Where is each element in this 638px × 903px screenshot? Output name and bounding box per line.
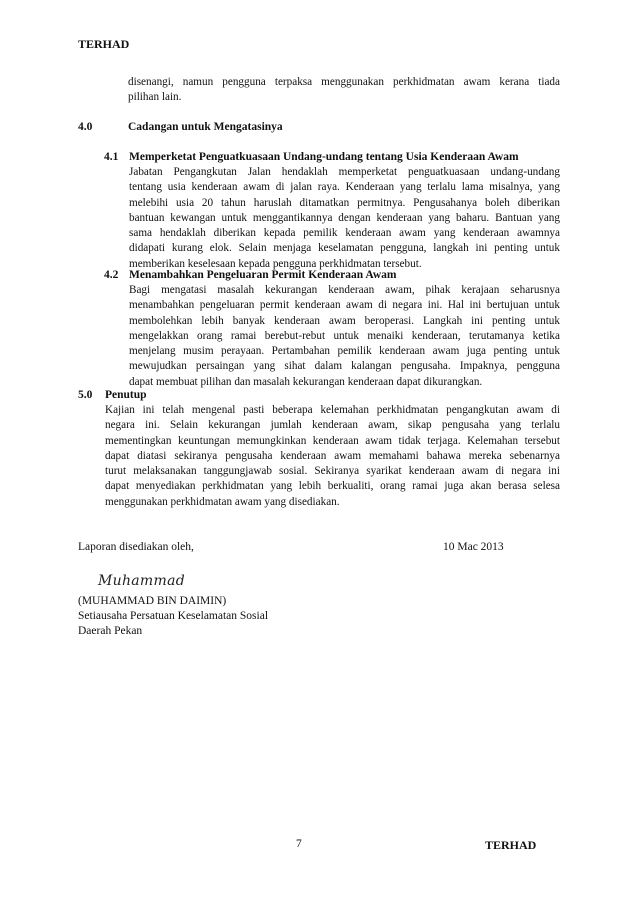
section-5-paragraph (105, 403, 560, 510)
intro-line: pilihan lain. (128, 91, 182, 104)
paragraph-line: mementingkan keuntungan memungkinkan kenderaan awam tidak terjaga. Kelemahan tersebut (105, 434, 560, 447)
prepared-by-label: Laporan disediakan oleh, (78, 541, 194, 553)
paragraph-line: menjelang musim perayaan. Pertambahan pemilik kenderaan awam juga penting untuk (129, 345, 560, 358)
signatory-name: (MUHAMMAD BIN DAIMIN) (78, 595, 227, 607)
section-4-number: 4.0 (78, 121, 93, 133)
intro-paragraph (128, 75, 560, 106)
paragraph-line: didapati kurang elok. Selain menjaga keselamatan pengguna, langkah ini penting untuk (129, 242, 560, 255)
section-4-heading (78, 121, 283, 133)
paragraph-line: dapat menyediakan perkhidmatan yang lebih berkualiti, orang ramai juga akan berasa selesa (105, 480, 560, 493)
handwritten-signature: Muhammad (98, 573, 185, 589)
paragraph-line: bantuan kewangan untuk menggantikannya dengan kenderaan yang baharu. Bantuan yang (129, 211, 560, 224)
subsection-4-2-title: Menambahkan Pengeluaran Permit Kenderaan Awam (129, 269, 397, 281)
paragraph-line: mengelakkan orang ramai berebut-rebut untuk menaiki kenderaan, terutamanya ketika (129, 329, 560, 342)
page-number: 7 (296, 838, 302, 850)
signatory-location: Daerah Pekan (78, 625, 143, 637)
paragraph-line: Bagi mengatasi masalah kekurangan kenderaan awam, pihak kerajaan seharusnya (129, 284, 560, 296)
paragraph-line: mewujudkan persaingan yang sihat dalam kalangan pengusaha. Impaknya, pengguna (129, 360, 560, 373)
section-5-heading (78, 389, 147, 401)
paragraph-line: Jabatan Pengangkutan Jalan hendaklah memperketat penguatkuasaan undang-undang (129, 166, 560, 178)
paragraph-line: tentang usia kenderaan awam di jalan raya. Kenderaan yang terlalu lama misalnya, yang (129, 181, 560, 194)
report-date: 10 Mac 2013 (443, 541, 504, 553)
paragraph-line: sama hendaklah diberikan kepada pemilik kenderaan awam yang kenderaan awamnya (129, 227, 560, 240)
subsection-4-1-number: 4.1 (104, 151, 119, 163)
paragraph-line: menambahkan pengeluaran permit kenderaan awam di negara ini. Hal ini bertujuan untuk (129, 299, 560, 312)
section-5-number: 5.0 (78, 389, 93, 401)
paragraph-line: dapat membuat pilihan dan masalah kekurangan kenderaan dapat dikurangkan. (129, 375, 483, 388)
header-classification: TERHAD (78, 37, 130, 51)
section-4-title: Cadangan untuk Mengatasinya (128, 121, 283, 133)
subsection-4-1-paragraph (129, 165, 560, 272)
subsection-4-1-heading (104, 151, 519, 163)
paragraph-line: negara ini. Selain kekurangan jumlah kenderaan awam, sikap pengusaha yang terlalu (105, 419, 560, 432)
paragraph-line: Kajian ini telah mengenal pasti beberapa kelemahan perkhidmatan pengangkutan awam di (105, 404, 560, 416)
signatory-position: Setiausaha Persatuan Keselamatan Sosial (78, 610, 269, 622)
paragraph-line: turut melaksanakan tanggungjawab sosial. Sekiranya syarikat kenderaan awam di negara ini (105, 465, 560, 478)
section-5-title: Penutup (105, 389, 147, 401)
intro-line: disenangi, namun pengguna terpaksa menggunakan perkhidmatan awam kerana tiada (128, 76, 560, 88)
subsection-4-2-number: 4.2 (104, 269, 119, 281)
paragraph-line: melebihi usia 20 tahun haruslah ditamatkan permitnya. Pengusahanya boleh diberikan (129, 196, 560, 209)
footer-classification: TERHAD (485, 838, 537, 852)
subsection-4-1-title: Memperketat Penguatkuasaan Undang-undang tentang Usia Kenderaan Awam (129, 151, 519, 163)
paragraph-line: menggunakan perkhidmatan awam yang disediakan. (105, 495, 340, 508)
subsection-4-2-heading (104, 269, 396, 281)
paragraph-line: membolehkan lebih banyak kenderaan awam beroperasi. Langkah ini penting untuk (129, 314, 560, 327)
paragraph-line: dapat diatasi sekiranya pengusaha kenderaan awam memahami bahawa mereka sebenarnya (105, 449, 560, 462)
paragraph-line: memberikan keselesaan kepada pengguna perkhidmatan tersebut. (129, 257, 422, 270)
subsection-4-2-paragraph (129, 283, 560, 390)
